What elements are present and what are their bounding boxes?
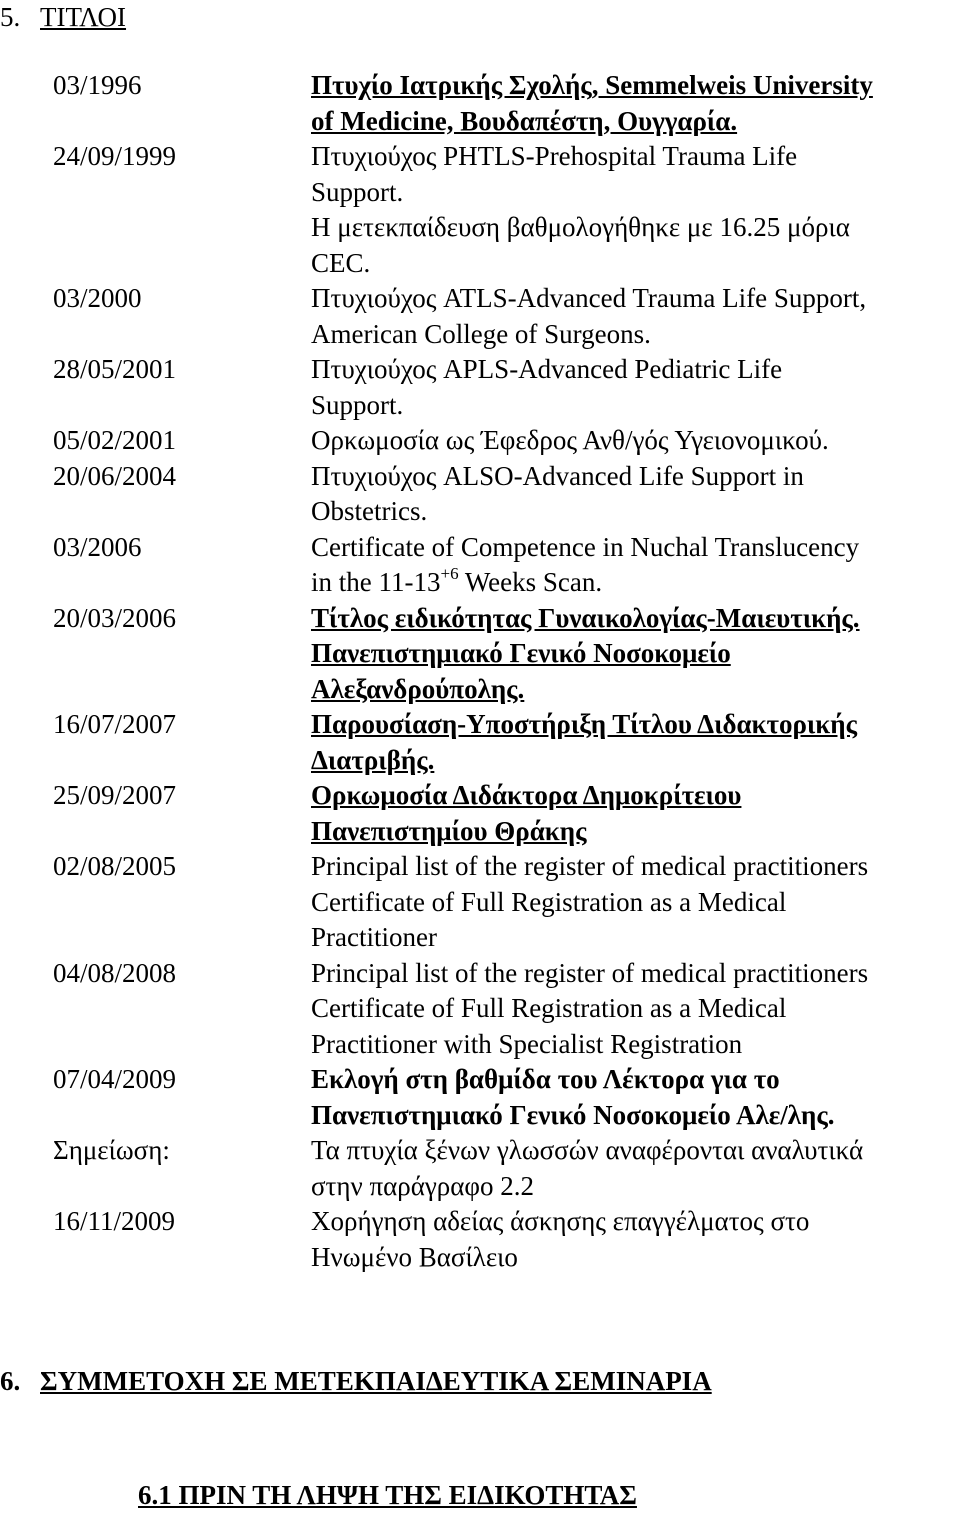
entry-description-line: Πτυχιούχος ALSO-Advanced Life Support in — [311, 460, 804, 491]
entry-date: Σημείωση: — [53, 1135, 170, 1165]
entry-date: 24/09/1999 — [53, 141, 177, 171]
entry-date: 03/2006 — [53, 531, 142, 562]
entry-description-line: Πτυχιούχος APLS-Advanced Pediatric Life — [311, 354, 783, 384]
entry-description-line: CEC. — [311, 247, 371, 278]
title-entry — [0, 956, 960, 1063]
entry-description-line: Practitioner with Specialist Registration — [311, 1028, 743, 1059]
title-entry — [0, 1133, 960, 1204]
entry-description-line: Principal list of the register of medical practitioners — [311, 851, 869, 881]
entry-date: 20/06/2004 — [53, 460, 177, 491]
entry-description — [258, 1133, 918, 1204]
entry-description-line: American College of Surgeons. — [311, 318, 651, 349]
title-entry — [0, 459, 960, 530]
entry-date: 20/03/2006 — [53, 602, 177, 633]
entry-description-line: Πτυχίο Ιατρικής Σχολής, Semmelweis University — [311, 70, 873, 100]
entry-description-line: Διατριβής. — [311, 744, 435, 775]
entry-description — [258, 281, 918, 352]
entry-description — [258, 601, 918, 708]
title-entry — [0, 849, 960, 956]
title-entry — [0, 352, 960, 423]
entry-description-line: Τίτλος ειδικότητας Γυναικολογίας-Μαιευτικής. — [311, 602, 860, 633]
section-6-1-title: 6.1 ΠΡΙΝ ΤΗ ΛΗΨΗ ΤΗΣ ΕΙΔΙΚΟΤΗΤΑΣ — [138, 1480, 637, 1510]
entry-description — [258, 423, 918, 459]
entry-description-line: Τα πτυχία ξένων γλωσσών αναφέρονται αναλυτικά — [311, 1135, 864, 1165]
entry-description — [258, 139, 918, 281]
entry-description-line: Πανεπιστημιακό Γενικό Νοσοκομείο — [311, 638, 731, 668]
entry-date: 16/07/2007 — [53, 709, 177, 739]
entry-date: 02/08/2005 — [53, 851, 177, 881]
entry-description-line: Ηνωμένο Βασίλειο — [311, 1241, 518, 1272]
entry-description-line: Ορκωμοσία ως Έφεδρος Ανθ/γός Υγειονομικού. — [311, 425, 829, 455]
entry-description — [258, 68, 918, 139]
entry-description — [258, 459, 918, 530]
entry-description-line: Support. — [311, 389, 404, 420]
title-entry — [0, 139, 960, 281]
section-6-1-heading — [138, 1478, 637, 1514]
entry-description-line: Ορκωμοσία Διδάκτορα Δημοκρίτειου — [311, 780, 742, 810]
entry-description — [258, 707, 918, 778]
entry-description-line: Certificate of Competence in Nuchal Translucency — [311, 531, 860, 562]
entry-description — [258, 778, 918, 849]
entry-description — [258, 956, 918, 1063]
title-entry — [0, 1204, 960, 1275]
title-entry — [0, 281, 960, 352]
entry-description-line: Χορήγηση αδείας άσκησης επαγγέλματος στο — [311, 1206, 810, 1236]
entry-date: 03/1996 — [53, 70, 142, 100]
title-entry — [0, 1062, 960, 1133]
title-entry — [0, 423, 960, 459]
titles-list — [0, 68, 960, 1275]
entry-description-line: of Medicine, Βουδαπέστη, Ουγγαρία. — [311, 105, 738, 136]
entry-description-line: Πτυχιούχος PHTLS-Prehospital Trauma Life — [311, 141, 798, 171]
entry-date: 03/2000 — [53, 283, 142, 313]
section-5-number: 5. — [0, 2, 21, 32]
entry-description-line: Practitioner — [311, 922, 437, 952]
entry-description-line: στην παράγραφο 2.2 — [311, 1170, 535, 1201]
section-6-heading — [0, 1364, 712, 1400]
section-5-heading — [0, 0, 126, 36]
entry-description — [258, 1062, 918, 1133]
entry-description-line: Παρουσίαση-Υποστήριξη Τίτλου Διδακτορικής — [311, 709, 857, 739]
entry-description-line: Obstetrics. — [311, 496, 428, 526]
entry-description-line — [311, 565, 918, 601]
title-entry — [0, 68, 960, 139]
scan-weeks-text: in the 11-13 — [311, 567, 441, 597]
entry-date: 05/02/2001 — [53, 425, 177, 455]
entry-description-line: Η μετεκπαίδευση βαθμολογήθηκε με 16.25 μόρια — [311, 212, 850, 242]
title-entry — [0, 707, 960, 778]
entry-date: 28/05/2001 — [53, 354, 177, 384]
section-6-title: ΣΥΜΜΕΤΟΧΗ ΣΕ ΜΕΤΕΚΠΑΙΔΕΥΤΙΚΑ ΣΕΜΙΝΑΡΙΑ — [40, 1366, 712, 1396]
entry-description-line: Principal list of the register of medical practitioners — [311, 957, 869, 988]
entry-date: 25/09/2007 — [53, 780, 177, 810]
scan-weeks-suffix: Weeks Scan. — [458, 567, 603, 597]
section-6-number: 6. — [0, 1366, 21, 1396]
title-entry — [0, 601, 960, 708]
entry-description — [258, 849, 918, 956]
entry-description-line: Πτυχιούχος ATLS-Advanced Trauma Life Support, — [311, 283, 867, 313]
title-entry — [0, 530, 960, 601]
entry-date: 16/11/2009 — [53, 1206, 176, 1236]
entry-description-line: Support. — [311, 176, 404, 207]
entry-description-line: Certificate of Full Registration as a Medical — [311, 886, 787, 917]
entry-description — [258, 352, 918, 423]
entry-description — [258, 530, 918, 601]
entry-date: 07/04/2009 — [53, 1064, 177, 1094]
entry-description — [258, 1204, 918, 1275]
entry-description-line: Πανεπιστημιακό Γενικό Νοσοκομείο Αλε/λης. — [311, 1099, 835, 1130]
entry-description-line: Certificate of Full Registration as a Medical — [311, 993, 787, 1023]
entry-description-line: Αλεξανδρούπολης. — [311, 673, 525, 704]
entry-date: 04/08/2008 — [53, 957, 177, 988]
scan-weeks-superscript: +6 — [440, 564, 459, 583]
entry-description-line: Εκλογή στη βαθμίδα του Λέκτορα για το — [311, 1064, 780, 1094]
entry-description-line: Πανεπιστημίου Θράκης — [311, 815, 587, 846]
section-5-title: ΤΙΤΛΟΙ — [40, 2, 127, 32]
title-entry — [0, 778, 960, 849]
